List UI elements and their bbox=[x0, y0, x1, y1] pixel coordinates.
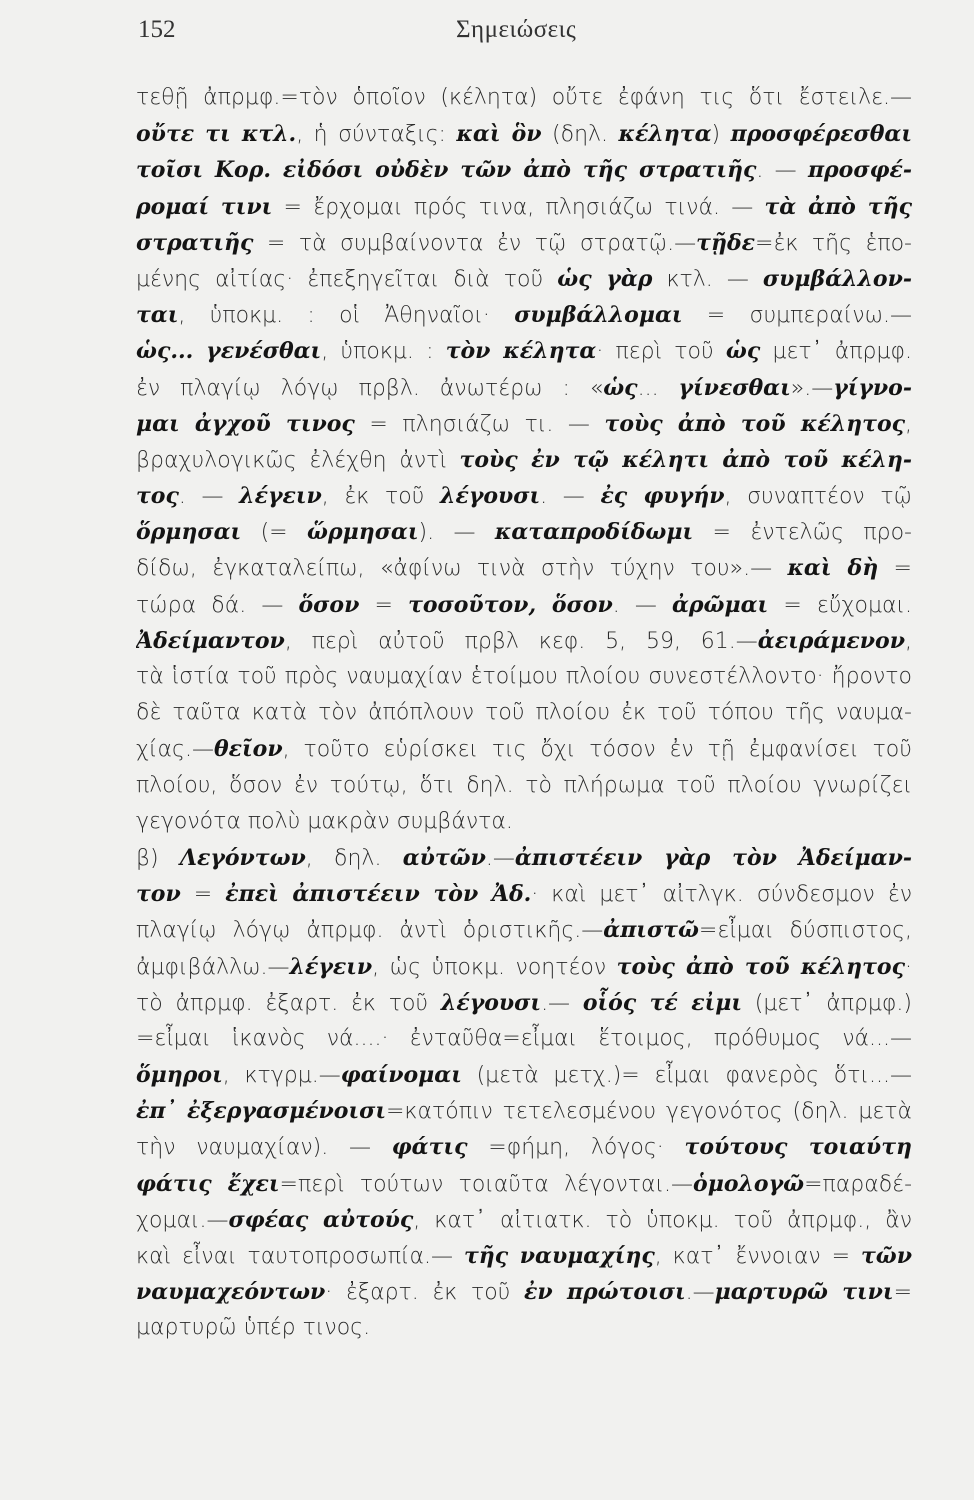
lemma-text: λέγειν bbox=[239, 483, 322, 510]
text-line bbox=[136, 478, 912, 514]
note-text: =εἶμαι δύσπιστος, bbox=[698, 918, 912, 944]
note-text: = πλησιάζω τι. — bbox=[354, 411, 605, 437]
lemma-text: ἀειράμενον bbox=[757, 627, 905, 654]
text-line bbox=[136, 550, 912, 586]
note-text: = συμπεραίνω.— bbox=[682, 303, 912, 329]
text-line bbox=[136, 695, 912, 731]
text-line bbox=[136, 840, 912, 876]
lemma-text: μαι ἀγχοῦ τινος bbox=[136, 410, 355, 437]
text-line bbox=[136, 587, 912, 623]
text-line bbox=[136, 442, 912, 478]
note-text: τὴν ναυμαχίαν). — bbox=[136, 1135, 392, 1161]
lemma-text: ἀρῶμαι bbox=[672, 591, 769, 618]
page-number: 152 bbox=[138, 16, 176, 43]
text-line bbox=[136, 80, 912, 116]
lemma-text: λέγουσι bbox=[440, 989, 542, 1016]
lemma-text: τὰ ἀπὸ τῆς bbox=[764, 193, 912, 220]
text-line bbox=[136, 1129, 912, 1165]
lemma-text: ἀπιστῶ bbox=[603, 917, 699, 944]
lemma-text: λέγουσι bbox=[440, 483, 541, 510]
page-header bbox=[138, 16, 908, 56]
text-line bbox=[136, 1238, 912, 1274]
lemma-text: τοὺς ἀπὸ τοῦ κέλητος bbox=[604, 410, 906, 437]
lemma-text: στρατιῆς bbox=[136, 229, 254, 256]
text-line bbox=[136, 261, 912, 297]
lemma-text: ὡς γὰρ bbox=[557, 265, 653, 292]
note-text: .— bbox=[685, 1280, 715, 1306]
lemma-text: τοσοῦτον, ὅσον bbox=[408, 591, 613, 618]
text-line bbox=[136, 659, 912, 695]
lemma-text: καὶ ὃν bbox=[456, 121, 542, 148]
lemma-text: ἐν πρώτοισι bbox=[524, 1279, 686, 1306]
lemma-text: σφέας αὐτούς bbox=[228, 1206, 414, 1233]
lemma-text: ὡς... γενέσθαι bbox=[136, 338, 322, 365]
lemma-text: ὅρμησαι bbox=[136, 519, 242, 546]
note-text: β) bbox=[136, 845, 180, 871]
lemma-text: ὅμηροι bbox=[136, 1062, 223, 1089]
lemma-text: ἐς φυγήν bbox=[600, 483, 725, 510]
note-text: ».— bbox=[790, 375, 834, 401]
note-text: κτλ. — bbox=[652, 266, 763, 292]
note-text: δὲ ταῦτα κατὰ τὸν ἀπόπλουν τοῦ πλοίου ἐκ τοῦ τόπου τῆς ναυμα- bbox=[136, 700, 912, 726]
lemma-text: ὅσον bbox=[298, 591, 360, 618]
notes-body bbox=[136, 80, 912, 1347]
note-text: , κατ᾽ ἔννοιαν = bbox=[654, 1244, 861, 1269]
lemma-text: τος bbox=[136, 483, 179, 510]
lemma-text: τῶν bbox=[860, 1243, 912, 1269]
note-text: τώρα δά. — bbox=[136, 592, 299, 618]
text-line bbox=[136, 152, 912, 188]
lemma-text: τῆς ναυμαχίης bbox=[463, 1243, 655, 1269]
lemma-text: ὁμολογῶ bbox=[693, 1170, 805, 1197]
text-line bbox=[136, 768, 912, 804]
lemma-text: κέλητα bbox=[618, 121, 712, 148]
note-text: χομαι.— bbox=[136, 1207, 229, 1233]
lemma-text: ται bbox=[136, 302, 179, 329]
text-line bbox=[136, 1274, 912, 1310]
lemma-text: θεῖον bbox=[213, 736, 283, 763]
note-text: . — bbox=[756, 158, 808, 184]
lemma-text: ναυμαχεόντων bbox=[136, 1279, 326, 1306]
lemma-text: συμβάλλομαι bbox=[514, 302, 683, 329]
lemma-text: φάτις bbox=[391, 1134, 468, 1161]
note-text: βραχυλογικῶς ἐλέχθη ἀντὶ bbox=[136, 447, 460, 473]
note-text: = bbox=[893, 1280, 912, 1306]
text-line bbox=[136, 1057, 912, 1093]
note-text: · bbox=[905, 954, 912, 980]
note-text: =περὶ τούτων τοιαῦτα λέγονται.— bbox=[279, 1171, 694, 1197]
note-text: = εὔχομαι. bbox=[768, 592, 912, 618]
lemma-text: τοὺς ἀπὸ τοῦ κέλητος bbox=[616, 953, 906, 980]
note-text: τεθῇ ἀπρμφ.=τὸν ὁποῖον (κέλητα) οὔτε ἐφάνη τις ὅτι ἔστειλε.— bbox=[136, 85, 912, 110]
text-line bbox=[136, 1310, 912, 1346]
text-line bbox=[136, 804, 912, 840]
text-line bbox=[136, 731, 912, 767]
note-text: = bbox=[878, 556, 912, 582]
note-text: πλαγίῳ λόγῳ ἀπρμφ. ἀντὶ ὁριστικῆς.— bbox=[136, 918, 604, 944]
lemma-text: τὸν κέλητα bbox=[445, 338, 597, 365]
note-text: = bbox=[180, 882, 226, 908]
note-text: , κτγρμ.— bbox=[222, 1063, 341, 1089]
note-text: τὸ ἀπρμφ. ἐξαρτ. ἐκ τοῦ bbox=[136, 990, 441, 1016]
lemma-text: ἐπεὶ ἀπιστέειν τὸν Ἀδ. bbox=[225, 881, 532, 908]
text-line bbox=[136, 1093, 912, 1129]
text-line bbox=[136, 876, 912, 912]
text-line bbox=[136, 949, 912, 985]
text-line bbox=[136, 297, 912, 333]
lemma-text: προσφέ- bbox=[807, 157, 912, 184]
note-text: , ἐκ τοῦ bbox=[321, 484, 441, 510]
note-text: πλοίου, ὅσον ἐν τούτῳ, ὅτι δηλ. τὸ πλήρωμα τοῦ πλοίου γνωρίζει bbox=[136, 772, 912, 798]
note-text: =φήμη, λόγος· bbox=[467, 1135, 685, 1161]
note-text: (δηλ. bbox=[541, 122, 619, 148]
note-text: , κατ᾽ αἰτιατκ. τὸ ὑποκμ. τοῦ ἀπρμφ., ἂν bbox=[413, 1207, 912, 1233]
text-line bbox=[136, 623, 912, 659]
note-text: , συναπτέον τῷ bbox=[724, 484, 912, 510]
text-line bbox=[136, 1021, 912, 1057]
lemma-text: οὔτε τι κτλ. bbox=[136, 121, 297, 148]
note-text: , ὑποκμ. : οἱ Ἀθηναῖοι· bbox=[178, 303, 515, 329]
lemma-text: καταπροδίδωμι bbox=[494, 519, 694, 546]
note-text: =ἐκ τῆς ἑπο- bbox=[755, 230, 912, 256]
lemma-text: καὶ δὴ bbox=[787, 555, 879, 582]
note-text: ἀμφιβάλλω.— bbox=[136, 954, 290, 980]
note-text: τὰ ἱστία τοῦ πρὸς ναυμαχίαν ἑτοίμου πλοίου συνεστέλλοντο· ἤροντο bbox=[136, 664, 912, 689]
lemma-text: προσφέρεσθαι bbox=[730, 121, 912, 148]
note-text: , bbox=[905, 628, 912, 654]
note-text: ) bbox=[711, 122, 731, 148]
text-line bbox=[136, 406, 912, 442]
note-text: (= bbox=[241, 520, 308, 546]
note-text: · καὶ μετ᾽ αἰτλγκ. σύνδεσμον ἐν bbox=[531, 882, 912, 908]
note-text: .— bbox=[485, 845, 515, 871]
running-title: Σημειώσεις bbox=[456, 16, 577, 43]
text-line bbox=[136, 985, 912, 1021]
lemma-text: αὐτῶν bbox=[402, 844, 486, 871]
note-text: ἐν πλαγίῳ λόγῳ πρβλ. ἀνωτέρω : « bbox=[136, 375, 604, 401]
text-line bbox=[136, 116, 912, 152]
note-text: = bbox=[359, 592, 409, 618]
lemma-text: ρομαί τινι bbox=[136, 193, 273, 220]
note-text: =κατόπιν τετελεσμένου γεγονότος (δηλ. μετὰ bbox=[386, 1099, 912, 1125]
note-text: = τὰ συμβαίνοντα ἐν τῷ στρατῷ.— bbox=[253, 230, 697, 256]
note-text: , ὡς ὑποκμ. νοητέον bbox=[372, 954, 617, 980]
lemma-text: ὡς bbox=[725, 338, 761, 365]
note-text: (μετ᾽ ἀπρμφ.) bbox=[741, 990, 912, 1016]
note-text: , τοῦτο εὑρίσκει τις ὄχι τόσον ἐν τῇ ἐμφανίσει τοῦ bbox=[282, 737, 912, 763]
note-text: γεγονότα πολὺ μακρὰν συμβάντα. bbox=[136, 808, 513, 834]
note-text: · περὶ τοῦ bbox=[596, 339, 726, 365]
text-line bbox=[136, 370, 912, 406]
note-text: , ὑποκμ. : bbox=[321, 339, 446, 365]
note-text: . — bbox=[540, 484, 601, 510]
lemma-text: τῇδε bbox=[696, 229, 756, 256]
text-line bbox=[136, 514, 912, 550]
note-text: , δηλ. bbox=[305, 845, 403, 871]
lemma-text: οἷός τέ εἰμι bbox=[582, 989, 742, 1016]
note-text: μαρτυρῶ ὑπέρ τινος. bbox=[136, 1315, 371, 1341]
note-text: χίας.— bbox=[136, 737, 214, 763]
note-text: =παραδέ- bbox=[804, 1171, 912, 1197]
lemma-text: φαίνομαι bbox=[340, 1062, 462, 1089]
lemma-text: τον bbox=[136, 881, 181, 908]
note-text: . — bbox=[178, 484, 240, 510]
note-text: μετ᾽ ἀπρμφ. bbox=[760, 339, 912, 365]
text-line bbox=[136, 225, 912, 261]
note-text: = ἐντελῶς προ- bbox=[693, 520, 912, 546]
note-text: δίδω, ἐγκαταλείπω, «ἀφίνω τινὰ στὴν τύχην του».— bbox=[136, 556, 788, 582]
text-line bbox=[136, 333, 912, 369]
note-text: μένης αἰτίας· ἐπεξηγεῖται διὰ τοῦ bbox=[136, 266, 558, 292]
text-line bbox=[136, 189, 912, 225]
note-text: .— bbox=[541, 990, 583, 1016]
lemma-text: ὡς bbox=[603, 374, 638, 401]
note-text: , περὶ αὐτοῦ πρβλ κεφ. 5, 59, 61.— bbox=[284, 628, 758, 654]
note-text: καὶ εἶναι ταυτοπροσωπία.— bbox=[136, 1244, 464, 1269]
lemma-text: συμβάλλον- bbox=[762, 265, 912, 292]
lemma-text: Ἀδείμαντον bbox=[136, 627, 285, 654]
text-line bbox=[136, 1202, 912, 1238]
lemma-text: Λεγόντων bbox=[179, 844, 306, 871]
lemma-text: τοὺς ἐν τῷ κέλητι ἀπὸ τοῦ κέλη- bbox=[459, 446, 912, 473]
note-text: ). — bbox=[418, 520, 495, 546]
lemma-text: ὥρμησαι bbox=[307, 519, 419, 546]
note-text: · ἐξαρτ. ἐκ τοῦ bbox=[325, 1280, 525, 1306]
note-text: (μετὰ μετχ.)= εἶμαι φανερὸς ὅτι...— bbox=[461, 1063, 912, 1089]
lemma-text: γίγνο- bbox=[833, 374, 912, 401]
lemma-text: τούτους τοιαύτη bbox=[684, 1134, 912, 1161]
note-text: = ἔρχομαι πρός τινα, πλησιάζω τινά. — bbox=[272, 194, 765, 220]
note-text: =εἶμαι ἱκανὸς νά....· ἐνταῦθα=εἶμαι ἕτοιμος, πρόθυμος νά...— bbox=[136, 1025, 912, 1051]
lemma-text: τοῖσι Κορ. εἰδόσι οὐδὲν τῶν ἀπὸ τῆς στρατιῆς bbox=[136, 157, 757, 184]
note-text: , bbox=[905, 411, 912, 437]
text-line bbox=[136, 1166, 912, 1202]
note-text: , ἡ σύνταξις: bbox=[296, 122, 457, 148]
text-line bbox=[136, 912, 912, 948]
lemma-text: λέγειν bbox=[289, 953, 373, 980]
lemma-text: μαρτυρῶ τινι bbox=[714, 1279, 894, 1306]
note-text: ... bbox=[637, 375, 679, 401]
lemma-text: ἐπ᾽ ἐξεργασμένοισι bbox=[136, 1098, 386, 1125]
note-text: . — bbox=[612, 592, 672, 618]
lemma-text: γίνεσθαι bbox=[678, 374, 791, 401]
lemma-text: φάτις ἔχει bbox=[136, 1170, 280, 1197]
lemma-text: ἀπιστέειν γὰρ τὸν Ἀδείμαν- bbox=[514, 844, 912, 871]
